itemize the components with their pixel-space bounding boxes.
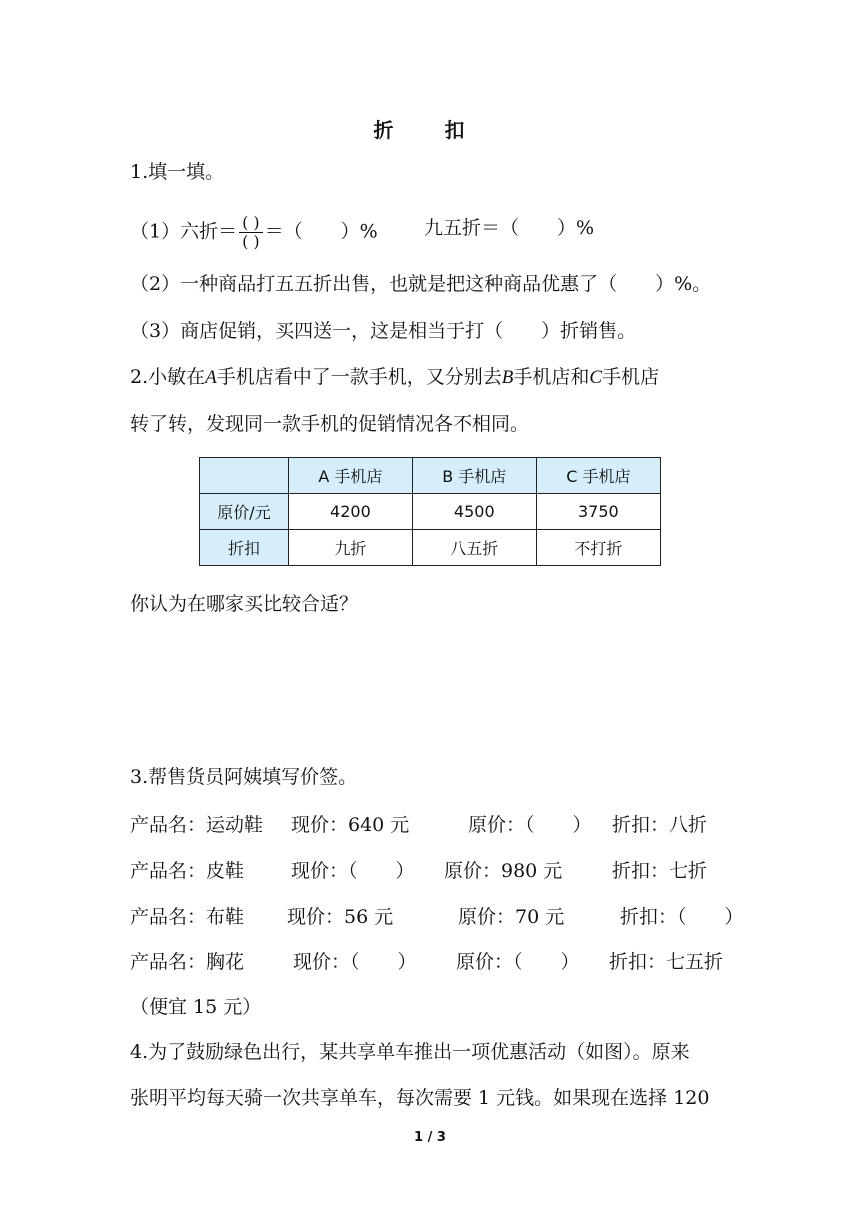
price-tag-row (130, 857, 244, 885)
q2-text-b: 手机店看中了一款手机，又分别去 (216, 366, 502, 388)
q2-text-d: 手机店 (602, 366, 660, 388)
discount: 折扣：七折 (612, 860, 708, 882)
product-name: 产品名：胸花 (130, 951, 245, 973)
q3-heading: 3.帮售货员阿姨填写价签。 (130, 766, 358, 788)
price-tag-row (130, 948, 244, 976)
blank-fraction (239, 214, 263, 251)
discount: 折扣：（ ） (620, 906, 744, 928)
page-number: 1 / 3 (414, 1130, 446, 1145)
q1-part1 (130, 214, 378, 251)
q2-text-c: 手机店和 (513, 366, 590, 388)
table-row (200, 494, 661, 530)
discount: 折扣：七五折 (609, 951, 724, 973)
fraction-numerator: ( ) (239, 214, 263, 233)
table-cell: 九折 (289, 530, 413, 566)
q1-part1-right: 九五折＝（ ）% (424, 217, 595, 239)
current-price: 现价：（ ） (293, 951, 417, 973)
table-header-cell (200, 458, 289, 494)
shop-a-letter: A (205, 367, 217, 388)
q2-question: 你认为在哪家买比较合适？ (130, 593, 359, 615)
q4-line1: 4.为了鼓励绿色出行，某共享单车推出一项优惠活动（如图）。原来 (130, 1041, 690, 1063)
table-cell: 不打折 (536, 530, 660, 566)
original-price: 原价：70 元 (458, 906, 565, 928)
q1-part1-mid: ＝（ ）% (264, 220, 378, 243)
original-price: 原价：980 元 (444, 860, 563, 882)
table-header-cell: A 手机店 (289, 458, 413, 494)
q2-line1 (130, 363, 659, 392)
q1-heading: 1.填一填。 (130, 161, 225, 183)
q3-note: （便宜 15 元） (130, 996, 262, 1018)
fraction-denominator: ( ) (242, 232, 260, 251)
shop-price-table (199, 457, 661, 566)
table-header-row (200, 458, 661, 494)
original-price: 原价：（ ） (468, 814, 592, 836)
current-price: 现价：（ ） (291, 860, 415, 882)
q2-line2: 转了转，发现同一款手机的促销情况各不相同。 (130, 413, 530, 435)
table-row-label: 原价/元 (200, 494, 289, 530)
original-price: 原价：（ ） (456, 951, 580, 973)
price-tag-row (130, 903, 244, 931)
q1-part1-prefix: （1）六折＝ (130, 220, 238, 243)
table-cell: 4200 (289, 494, 413, 530)
product-name: 产品名：布鞋 (130, 906, 245, 928)
table-header-cell: C 手机店 (536, 458, 660, 494)
current-price: 现价：56 元 (287, 906, 394, 928)
q2-text-a: 2.小敏在 (130, 366, 206, 388)
product-name: 产品名：运动鞋 (130, 814, 264, 836)
table-row (200, 530, 661, 566)
q4-line2: 张明平均每天骑一次共享单车，每次需要 1 元钱。如果现在选择 120 (130, 1087, 710, 1109)
table-header-cell: B 手机店 (412, 458, 536, 494)
page-title: 折 扣 (373, 118, 487, 142)
q1-part2: （2）一种商品打五五折出售，也就是把这种商品优惠了（ ）%。 (130, 273, 712, 295)
table-cell: 八五折 (412, 530, 536, 566)
price-tag-row (130, 811, 263, 839)
table-cell: 3750 (536, 494, 660, 530)
discount: 折扣：八折 (612, 814, 708, 836)
product-name: 产品名：皮鞋 (130, 860, 245, 882)
current-price: 现价：640 元 (291, 814, 410, 836)
q1-part3: （3）商店促销，买四送一，这是相当于打（ ）折销售。 (130, 320, 637, 342)
shop-b-letter: B (501, 367, 514, 388)
shop-c-letter: C (589, 367, 603, 388)
table-cell: 4500 (412, 494, 536, 530)
table-row-label: 折扣 (200, 530, 289, 566)
